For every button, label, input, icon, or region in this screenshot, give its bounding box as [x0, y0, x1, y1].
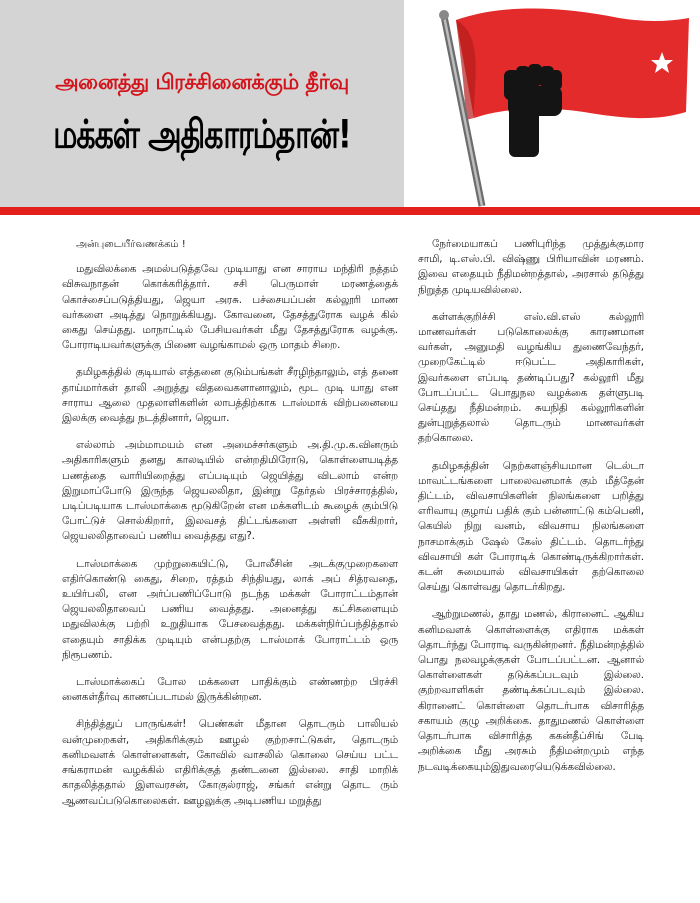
raised-fist-star-flag-icon: [404, 0, 700, 207]
header-red-rule: [0, 207, 700, 215]
paragraph: நேர்மையாகப் பணிபுரிந்த முத்துக்குமார சாமி, டி.எஸ்.பி. விஷ்ணு பிரியாவின் மரணம். இவை எதையும் நீதிமன்றத்தால், அரசால் தடுத்து நிறுத்த முடியவில்லை.: [418, 238, 644, 296]
left-column: [62, 237, 398, 821]
header-banner: [0, 0, 700, 207]
paragraph: டாஸ்மாக்கை முற்றுகையிட்டு, போலீசின் அடக்குமுறைகளை எதிர்கொண்டு கைது, சிறை, ரத்தம் சிந்தியது, லாக் அப் சித்ரவதை, உயிர்பலி, என அர்ப்பணிப்போடு நடந்த மக்கள் போராட்டம்தான் ஜெயலலிதாவைப் பணிய வைத்தது. அனைத்து கட்சிகளையும் மதுவிலக்கு பற்றி உறுதியாக பேசவைத்தது. மக்கள்நிர்ப்பந்தித்தால் எதையும் சாதிக்க முடியும் என்பதற்கு டாஸ்மாக் போராட்டம் ஒரு நிரூபணம்.: [62, 557, 398, 661]
kicker-title: அனைத்து பிரச்சினைக்கும் தீர்வு: [55, 70, 349, 94]
paragraph: எல்லாம் அம்மாமயம் என அமைச்சர்களும் அ.தி.மு.க.வினரும் அதிகாரிகளும் தனது காலடியில் என்றதிமிரோடு, கொள்ளையடித்த பணத்தை வாரியிறைத்து எப்படியும் ஜெயித்து விடலாம் என்ற இறுமாப்போடு இருந்த ஜெயலலிதா, இன்று தேர்தல் பிரச்சாரத்தில், படிப்படியாக டாஸ்மாக்கை மூடுகிறேன் என மக்களிடம் கூழைக் கும்பிடு போட்டுச் சொல்கிறார், இலவசத் திட்டங்களை அள்ளி வீசுகிறார், ஜெயலலிதாவைப் பணிய வைத்தது எது?.: [62, 439, 398, 543]
paragraph: தமிழகத்தின் நெற்களஞ்சியமான டெல்டா மாவட்டங்களை பாலைவனமாக் கும் மீத்தேன் திட்டம், விவசாயிகளின் நிலங்களை பறித்து எரிவாயு குழாய் பதிக் கும் பன்னாட்டு கம்பெனி, கெயில் நிறு வனம், விவசாய நிலங்களை நாசமாக்கும் ஷேல் கேஸ் திட்டம். தொடர்ந்து விவசாயி கள் போராடிக் கொண்டிருக்கிறார்கள். கடன் சுமையால் விவசாயிகள் தற்கொலை செய்து கொள்வது தொடர்கிறது.: [418, 459, 644, 594]
salutation: அன்புடையீர்வணக்கம் !: [76, 239, 186, 250]
paragraph: தமிழகத்தில் குடியால் எத்தனை குடும்பங்கள் சீரழிந்தாலும், எத் தனை தாய்மார்கள் தாலி அறுத்து விதவைகளானாலும், மூட முடி யாது என சாராய ஆலை முதலாளிகளின் லாபத்திற்காக டாஸ்மாக் விற்பனையை இலக்கு வைத்து நடத்தினார், ஜெயா.: [62, 366, 398, 425]
right-column: [418, 237, 644, 787]
header-title-panel: [0, 0, 404, 207]
paragraph: சிந்தித்துப் பாருங்கள்! பெண்கள் மீதான தொடரும் பாலியல் வன்முறைகள், அதிகரிக்கும் ஊழல் குற்றசாட்டுகள், தொடரும் கனிமவளக் கொள்ளைகள், கோவில் வாசலில் கொலை செய்ய பட்ட சங்கராமன் வழக்கில் எதிரிக்குத் தண்டனை இல்லை. சாதி மாறிக் காதலித்ததால் இளவரசன், கோகுல்ராஜ், சங்கர் என்று தொட ரும் ஆணவப்படுகொலைகள். ஊழலுக்கு அடிபணிய மறுத்து: [62, 718, 398, 807]
paragraph: டாஸ்மாக்கைப் போல மக்களை பாதிக்கும் எண்ணற்ற பிரச்சி னைகள்தீர்வு காணப்படாமல் இருக்கின்றன.: [62, 676, 398, 704]
paragraph: ஆற்றுமணல், தாது மணல், கிரானைட் ஆகிய கனிமவளக் கொள்ளைக்கு எதிராக மக்கள் தொடர்ந்து போராடி வருகின்றனர். நீதிமன்றத்தில் பொது நலவழக்குகள் போடப்பட்டன. ஆனால் கொள்ளைகள் தடுக்கப்படவும் இல்லை. குற்றவாளிகள் தண்டிக்கப்படவும் இல்லை. கிரானைட் கொள்ளை தொடர்பாக விசாரித்த சகாயம் குழு அறிக்கை. தாதுமணல் கொள்ளை தொடர்பாக விசாரித்த ககன்தீப்சிங் பேடி அறிக்கை மீது அரசும் நீதிமன்றமும் எந்த நடவடிக்கையும்இதுவரையெடுக்கவில்லை.: [418, 608, 644, 773]
paragraph: மதுவிலக்கை அமல்படுத்தவே முடியாது என சாராய மந்திரி நத்தம் விசுவநாதன் கொக்கரித்தார். சசி பெருமாள் மரணத்தைக் கொச்சைப்படுத்தியது, ஜெயா அரசு. பச்சையப்பன் கல்லூரி மாண வர்களை அடித்து நொறுக்கியது. கோவனை, தேசத்துரோக வழக் கில் கைது செய்தது. மாநாட்டில் பேசியவர்கள் மீது தேசத்துரோக வழக்கு. போராடியவர்களுக்கு பிணை வழங்காமல் ஒரு மாதம் சிறை.: [62, 263, 398, 352]
paragraph: கள்ளக்குறிச்சி எஸ்.வி.எஸ் கல்லூரி மாணவர்கள் படுகொலைக்கு காரணமான வர்கள், அனுமதி வழங்கிய துணைவேந்தர், முறைகேட்டில் ஈடுபட்ட அதிகாரிகள், இவர்களை எப்படி தண்டிப்பது? கல்லூரி மீது போடப்பட்ட பொதுநல வழக்கை தள்ளுபடி செய்தது நீதிமன்றம். சுயநிதி கல்லூரிகளின் துன்புறுத்தலால் தொடரும் மாணவர்கள் தற்கொலை.: [418, 310, 644, 445]
page-headline: மக்கள் அதிகாரம்தான்!: [53, 112, 351, 158]
